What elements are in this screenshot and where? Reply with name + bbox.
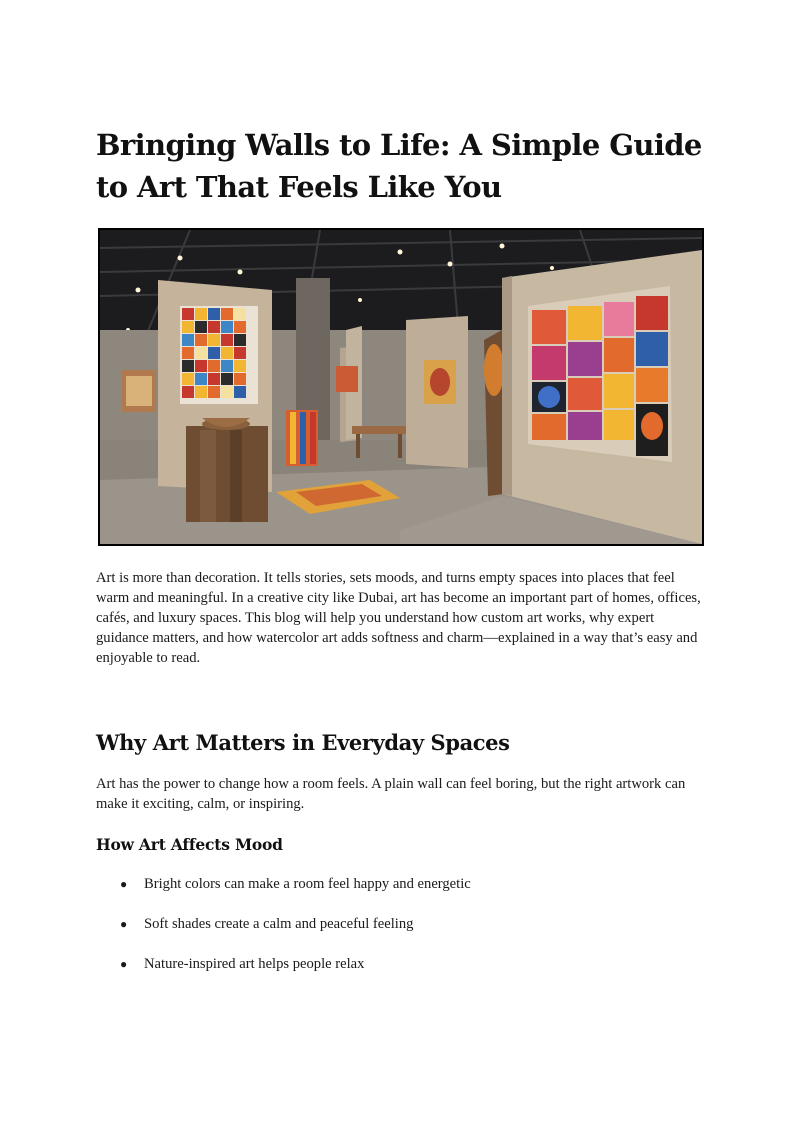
bullet-icon: ●	[120, 957, 128, 971]
intro-paragraph: Art is more than decoration. It tells stories, sets moods, and turns empty spaces into places that feel warm and meaningful. In a creative city like Dubai, art has become an important part of homes, offices, cafés, and luxury spaces. This blog will help you understand how custom art works, why expert guidance matters, and how watercolor art adds softness and charm—explained in a way that’s easy and enjoyable to read.	[96, 570, 701, 666]
bullet-icon: ●	[120, 917, 128, 931]
section-paragraph: Art has the power to change how a room feels. A plain wall can feel boring, but the right artwork can make it exciting, calm, or inspiring.	[96, 776, 686, 812]
document-page	[96, 124, 706, 994]
article-title: Bringing Walls to Life: A Simple Guide to Art That Feels Like You	[96, 128, 702, 204]
hero-image	[98, 228, 704, 546]
section-heading: Why Art Matters in Everyday Spaces	[96, 730, 510, 755]
list-item-text: Nature-inspired art helps people relax	[144, 956, 365, 972]
bullet-icon: ●	[120, 877, 128, 891]
subsection-heading: How Art Affects Mood	[96, 835, 283, 854]
list-item	[96, 874, 706, 894]
list-item-text: Bright colors can make a room feel happy and energetic	[144, 876, 471, 892]
list-item-text: Soft shades create a calm and peaceful feeling	[144, 916, 414, 932]
gallery-illustration	[100, 230, 702, 544]
list-item	[96, 914, 706, 934]
list-item	[96, 954, 706, 974]
bullet-list	[96, 874, 706, 974]
